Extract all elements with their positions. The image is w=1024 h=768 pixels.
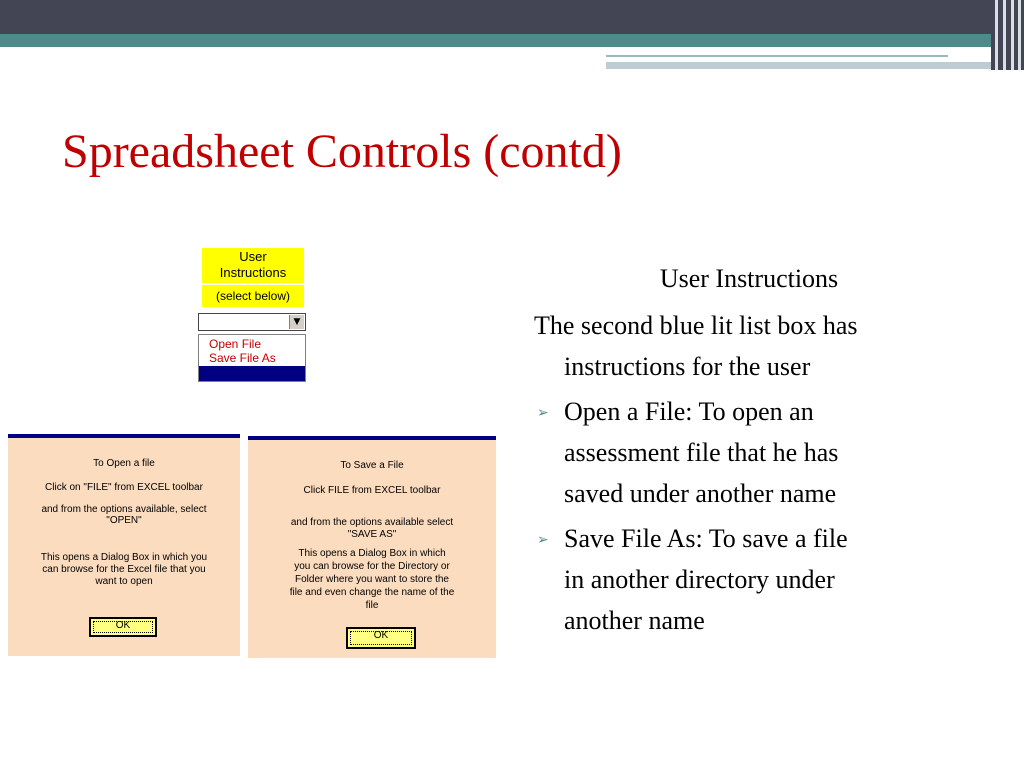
- dialog-line: file: [365, 600, 379, 611]
- bullet-arrow-icon: ➢: [537, 532, 549, 548]
- user-instructions-label: [202, 248, 304, 283]
- text-heading: User Instructions: [659, 264, 839, 293]
- dropdown-arrow-icon[interactable]: ▼: [289, 315, 304, 329]
- bullet-arrow-icon: ➢: [537, 405, 549, 421]
- bullet-2-line-1: Save File As: To save a file: [564, 524, 848, 553]
- open-file-dialog: [8, 434, 240, 656]
- header-rule: [606, 55, 948, 57]
- header-rule-thick: [606, 62, 998, 69]
- dialog-line: "OPEN": [106, 515, 142, 526]
- ok-button[interactable]: OK: [346, 627, 416, 649]
- dialog-titlebar: [248, 436, 496, 440]
- dialog-line: "SAVE AS": [347, 529, 397, 540]
- dialog-line: This opens a Dialog Box in which you: [40, 552, 208, 563]
- instructions-combobox[interactable]: [198, 313, 306, 331]
- save-file-dialog: [248, 436, 496, 658]
- dialog-line: file and even change the name of the: [289, 587, 455, 598]
- ok-button[interactable]: OK: [89, 617, 157, 637]
- label-line-2: Instructions: [219, 265, 287, 280]
- header-accent-bar: [0, 34, 1024, 47]
- dialog-line: To Open a file: [93, 458, 155, 469]
- instructions-listbox[interactable]: [198, 334, 306, 382]
- bullet-2-line-3: another name: [564, 606, 705, 635]
- list-item-save-file-as[interactable]: Save File As: [209, 351, 276, 365]
- dialog-titlebar: [8, 434, 240, 438]
- listbox-highlight: [199, 366, 305, 381]
- bullet-2-line-2: in another directory under: [564, 565, 835, 594]
- dialog-line: Folder where you want to store the: [295, 574, 449, 585]
- dialog-line: can browse for the Excel file that you: [42, 564, 206, 575]
- dialog-line: want to open: [95, 576, 153, 587]
- dialog-line: and from the options available, select: [41, 504, 207, 515]
- dialog-line: Click on "FILE" from EXCEL toolbar: [45, 482, 203, 493]
- dialog-line: To Save a File: [340, 460, 404, 471]
- bullet-1-line-3: saved under another name: [564, 479, 837, 508]
- bullet-1-line-1: Open a File: To open an: [564, 397, 814, 426]
- label-line-1: User: [239, 249, 267, 264]
- intro-line-2: instructions for the user: [564, 352, 811, 381]
- dialog-line: you can browse for the Directory or: [294, 561, 450, 572]
- header-bar: [0, 0, 1024, 34]
- slide-title: Spreadsheet Controls (contd): [62, 125, 622, 178]
- dialog-line: and from the options available select: [290, 517, 454, 528]
- select-below-label: (select below): [202, 285, 304, 307]
- bullet-1-line-2: assessment file that he has: [564, 438, 839, 467]
- corner-stripes: [991, 0, 1024, 70]
- list-item-open-file[interactable]: Open File: [209, 337, 262, 351]
- intro-line-1: The second blue lit list box has: [534, 311, 858, 340]
- dialog-line: This opens a Dialog Box in which: [298, 548, 446, 559]
- dialog-line: Click FILE from EXCEL toolbar: [303, 485, 441, 496]
